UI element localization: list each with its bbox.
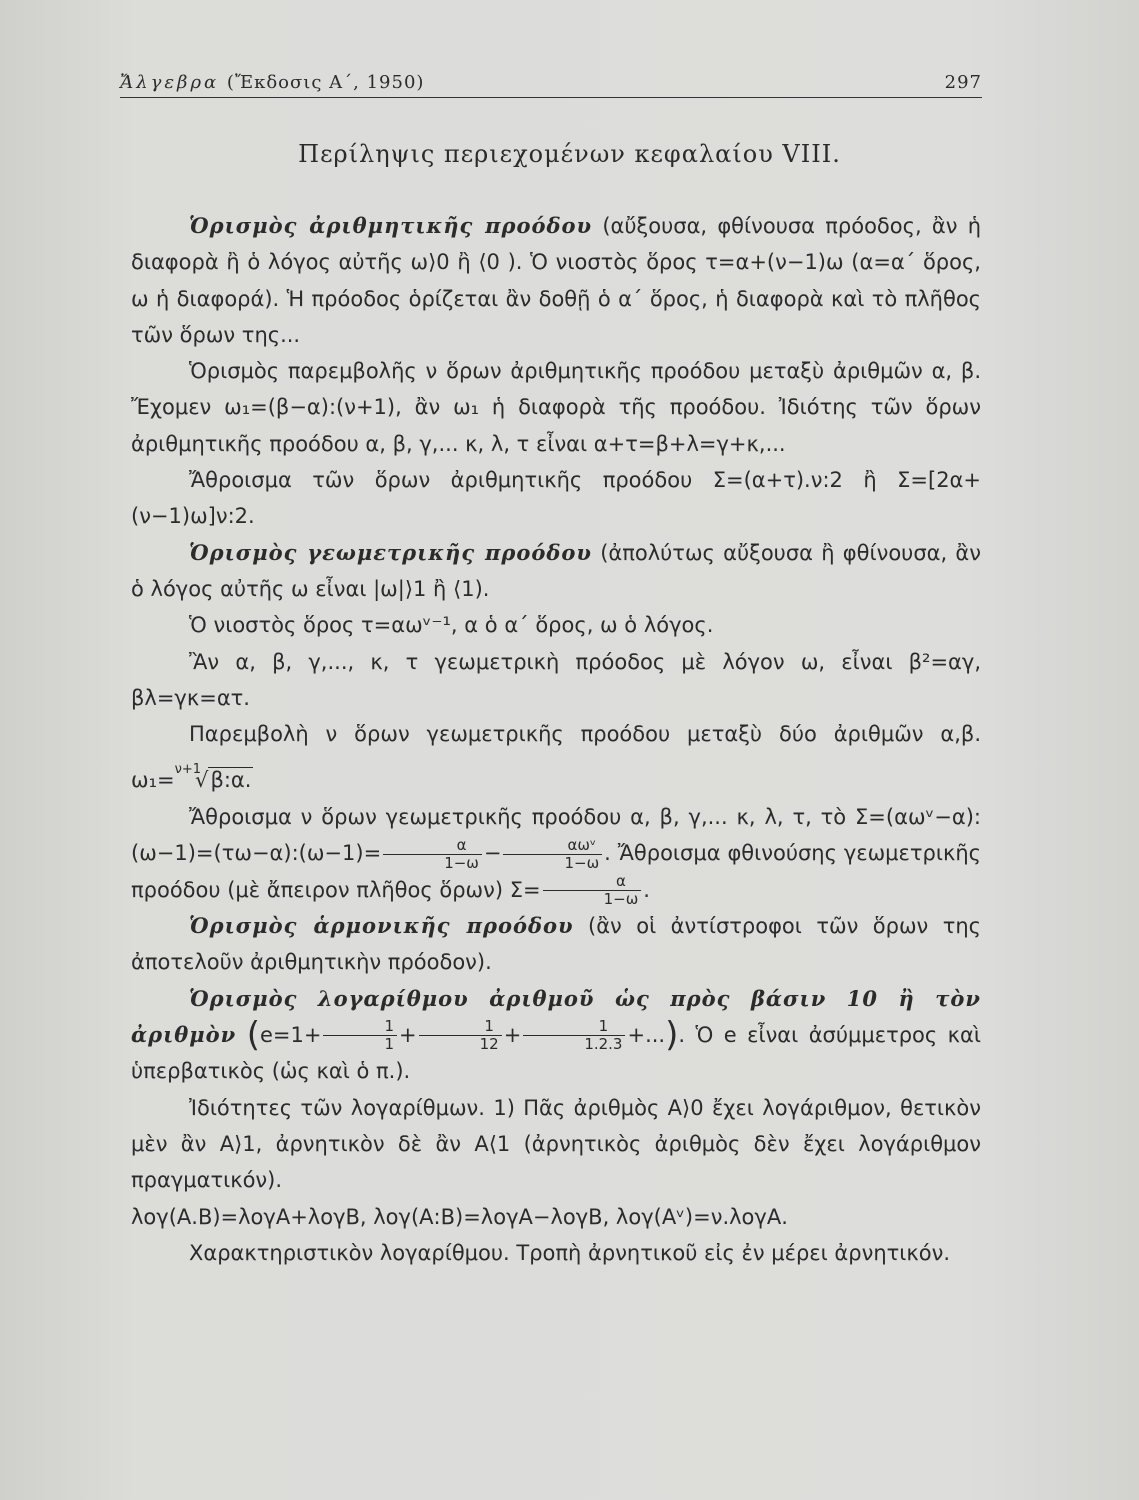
numerator: 1	[598, 1017, 609, 1036]
term-logarithm: Ὁρισμὸς λογαρίθμου ἀριθμοῦ ὡς πρὸς βάσιν 10 ἢ τὸν ἀριθμὸν	[131, 985, 981, 1047]
term-arithmetic-progression: Ὁρισμὸς ἀριθμητικῆς προόδου	[189, 213, 593, 238]
series-end: +...	[627, 1022, 666, 1047]
fraction	[383, 837, 482, 872]
root-index: ν+1	[174, 762, 202, 778]
book-title: Ἄλγεβρα	[120, 72, 220, 93]
running-header	[120, 72, 982, 98]
edition-label: (Ἔκδοσις Α΄, 1950)	[226, 72, 425, 93]
denominator: 1	[323, 1035, 397, 1053]
fraction	[323, 1018, 397, 1053]
paragraph-arithmetic-definition	[131, 208, 981, 353]
paragraph-text: (ἂν οἱ ἀντίστροφοι τῶν ὅρων της ἀποτελοῦν ἀριθμητικὴν πρόοδον).	[131, 914, 981, 975]
numerator: α	[456, 835, 467, 854]
paragraph-text: Παρεμβολὴ ν ὅρων γεωμετρικῆς προόδου μεταξὺ δύο ἀριθμῶν α,β. ω₁=	[131, 722, 981, 793]
paragraph-arithmetic-interpolation: Ὁρισμὸς παρεμβολῆς ν ὅρων ἀριθμητικῆς προόδου μεταξὺ ἀριθμῶν α, β. Ἔχομεν ω₁=(β−α):(ν+1), ἂν ω₁ ἡ διαφορὰ τῆς προόδου. Ἰδιότης τῶν ὅρων ἀριθμητικῆς προόδου α, β, γ,... κ, λ, τ εἶναι α+τ=β+λ=γ+κ,...	[131, 359, 981, 456]
denominator: 1−ω	[543, 890, 642, 908]
plus-sign: +	[503, 1022, 522, 1047]
fraction	[523, 1018, 625, 1053]
paragraph-geometric-nth-term: Ὁ νιοστὸς ὅρος τ=αωᵛ⁻¹, α ὁ α΄ ὅρος, ω ὁ λόγος.	[189, 613, 714, 638]
paragraph-geometric-sum	[131, 799, 981, 908]
paragraph-text: . Ὁ e εἶναι ἀσύμμετρος καὶ ὑπερβατικὸς (ὡς καὶ ὁ π.).	[131, 1022, 981, 1084]
denominator: 1.2.3	[523, 1035, 625, 1053]
fraction	[543, 873, 642, 908]
term-harmonic-progression: Ὁρισμὸς ἁρμονικῆς προόδου	[189, 913, 574, 939]
summary-body	[131, 208, 981, 1271]
minus-sign: −	[483, 841, 502, 866]
series-start: e=1+	[259, 1022, 322, 1047]
paragraph-text: . Ἄθροισμα φθινούσης γεωμετρικῆς προόδου (μὲ ἄπειρον πλῆθος ὅρων) Σ=	[131, 841, 981, 902]
denominator: 1−ω	[503, 854, 602, 872]
open-paren: (	[246, 1014, 260, 1055]
denominator: 12	[419, 1035, 502, 1053]
page-number: 297	[944, 72, 982, 93]
paragraph-logarithm-definition	[131, 981, 981, 1090]
paragraph-text: (αὔξουσα, φθίνουσα πρόοδος, ἂν ἡ διαφορὰ ἢ ὁ λόγος αὐτῆς ω⟩0 ἢ ⟨0 ). Ὁ νιοστὸς ὅρος τ=α+(ν−1)ω (α=α΄ ὅρος, ω ἡ διαφορά). Ἡ πρόοδος ὁρίζεται ἂν δοθῇ ὁ α΄ ὅρος, ἡ διαφορὰ καὶ τὸ πλῆθος τῶν ὅρων της...	[131, 214, 981, 347]
radicand: β:α.	[210, 768, 252, 793]
period: .	[643, 877, 650, 902]
radical-sign: √	[195, 768, 209, 793]
fraction	[503, 837, 602, 872]
paragraph-logarithm-properties: Ἰδιότητες τῶν λογαρίθμων. 1) Πᾶς ἀριθμὸς Α⟩0 ἔχει λογάριθμον, θετικὸν μὲν ἂν Α⟩1, ἀρνητικὸν δὲ ἂν Α⟨1 (ἀρνητικὸς ἀριθμὸς δὲν ἔχει λογάριθμον πραγματικόν).	[131, 1095, 981, 1193]
chapter-summary-title: Περίληψις περιεχομένων κεφαλαίου VIII.	[298, 140, 841, 168]
denominator: 1−ω	[383, 854, 482, 872]
paragraph-characteristic: Χαρακτηριστικὸν λογαρίθμου. Τροπὴ ἀρνητικοῦ εἰς ἐν μέρει ἀρνητικόν.	[189, 1240, 951, 1265]
paragraph-geometric-interpolation	[131, 716, 981, 799]
paragraph-arithmetic-sum: Ἄθροισμα τῶν ὅρων ἀριθμητικῆς προόδου Σ=(α+τ).ν:2 ἢ Σ=[2α+(ν−1)ω]ν:2.	[131, 468, 981, 529]
paragraph-geometric-definition	[131, 535, 981, 608]
fraction	[419, 1018, 502, 1053]
numerator: 1	[484, 1017, 494, 1036]
plus-sign: +	[399, 1022, 417, 1047]
paragraph-geometric-property: Ἂν α, β, γ,..., κ, τ γεωμετρικὴ πρόοδος μὲ λόγον ω, εἶναι β²=αγ, βλ=γκ=ατ.	[131, 649, 981, 710]
close-paren: )	[665, 1014, 679, 1055]
paragraph-text: (ἀπολύτως αὔξουσα ἢ φθίνουσα, ἂν ὁ λόγος αὐτῆς ω εἶναι |ω|⟩1 ἢ ⟨1).	[131, 540, 981, 601]
numerator: α	[616, 872, 626, 891]
term-geometric-progression: Ὁρισμὸς γεωμετρικῆς προόδου	[189, 539, 592, 565]
numerator: αωᵛ	[567, 835, 597, 854]
numerator: 1	[384, 1017, 394, 1036]
paragraph-logarithm-formulas: λογ(Α.Β)=λογΑ+λογΒ, λογ(Α:Β)=λογΑ−λογΒ, λογ(Αᵛ)=ν.λογΑ.	[131, 1204, 788, 1229]
paragraph-harmonic-definition	[131, 908, 981, 981]
paragraph-text: Ἄθροισμα ν ὅρων γεωμετρικῆς προόδου α, β, γ,... κ, λ, τ, τὸ Σ=(αωᵛ−α):(ω−1)=(τω−α):(ω−1)=	[131, 804, 981, 866]
